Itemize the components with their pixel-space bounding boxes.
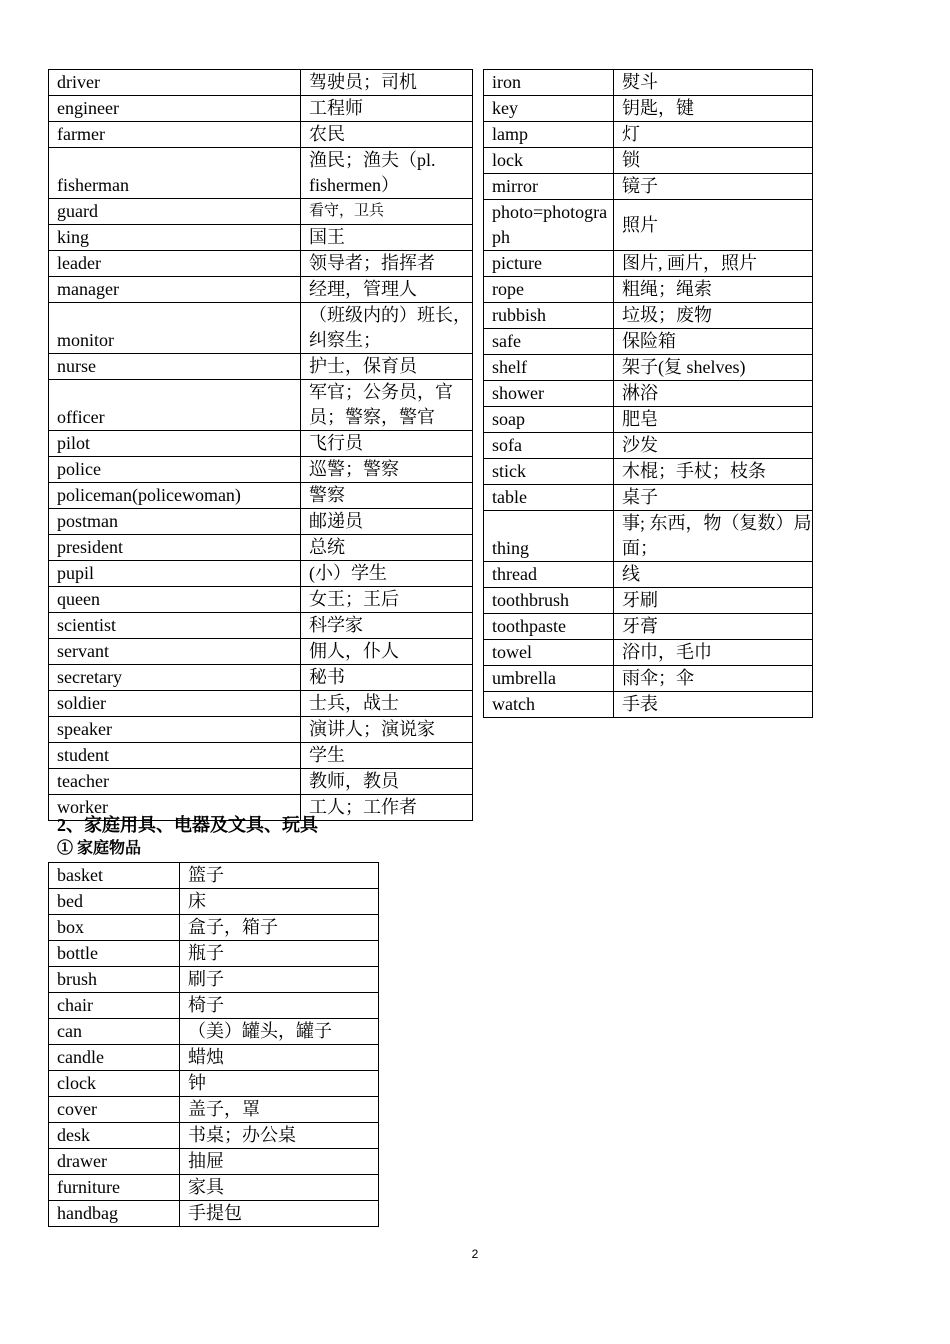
english-word: table [484, 485, 614, 511]
table-row [484, 96, 813, 122]
english-word: shelf [484, 355, 614, 381]
chinese-meaning: 巡警；警察 [301, 457, 473, 483]
english-word: cover [49, 1097, 180, 1123]
table-row [49, 743, 473, 769]
english-word: speaker [49, 717, 301, 743]
table-row [49, 1097, 379, 1123]
english-word: toothpaste [484, 614, 614, 640]
english-word: pilot [49, 431, 301, 457]
chinese-meaning: （美）罐头，罐子 [180, 1019, 379, 1045]
english-word: thing [484, 511, 614, 562]
english-word: handbag [49, 1201, 180, 1227]
table-row [484, 251, 813, 277]
chinese-meaning: 佣人，仆人 [301, 639, 473, 665]
english-word: box [49, 915, 180, 941]
english-word: postman [49, 509, 301, 535]
english-word: policeman(policewoman) [49, 483, 301, 509]
english-word: president [49, 535, 301, 561]
chinese-meaning: 钟 [180, 1071, 379, 1097]
chinese-meaning: 看守，卫兵 [301, 199, 473, 225]
english-word: police [49, 457, 301, 483]
english-word: nurse [49, 354, 301, 380]
table-row [484, 277, 813, 303]
table-row [49, 225, 473, 251]
chinese-meaning: 瓶子 [180, 941, 379, 967]
table-row [49, 1201, 379, 1227]
english-word: guard [49, 199, 301, 225]
english-word: watch [484, 692, 614, 718]
chinese-meaning: 女王；王后 [301, 587, 473, 613]
table-row [49, 665, 473, 691]
chinese-meaning: 飞行员 [301, 431, 473, 457]
chinese-meaning: 科学家 [301, 613, 473, 639]
vocab-table-home [48, 862, 379, 1227]
english-word: rubbish [484, 303, 614, 329]
english-word: toothbrush [484, 588, 614, 614]
chinese-meaning: (小）学生 [301, 561, 473, 587]
chinese-meaning: 事; 东西，物（复数）局面； [614, 511, 813, 562]
table-row [484, 614, 813, 640]
chinese-meaning: 士兵，战士 [301, 691, 473, 717]
english-word: candle [49, 1045, 180, 1071]
chinese-meaning: 图片, 画片，照片 [614, 251, 813, 277]
english-word: soap [484, 407, 614, 433]
english-word: stick [484, 459, 614, 485]
chinese-meaning: 肥皂 [614, 407, 813, 433]
table-row [49, 303, 473, 354]
table-row [49, 251, 473, 277]
subsection-title: ① 家庭物品 [57, 840, 142, 857]
chinese-meaning: 粗绳；绳索 [614, 277, 813, 303]
table-row [49, 639, 473, 665]
table-row [49, 509, 473, 535]
chinese-meaning: 木棍；手杖；枝条 [614, 459, 813, 485]
english-word: farmer [49, 122, 301, 148]
chinese-meaning: 钥匙，键 [614, 96, 813, 122]
english-word: fisherman [49, 148, 301, 199]
table-row [484, 485, 813, 511]
chinese-meaning: 保险箱 [614, 329, 813, 355]
english-word: bottle [49, 941, 180, 967]
chinese-meaning: （班级内的）班长，纠察生； [301, 303, 473, 354]
chinese-meaning: 手提包 [180, 1201, 379, 1227]
table-row [49, 457, 473, 483]
chinese-meaning: 家具 [180, 1175, 379, 1201]
table-row [49, 561, 473, 587]
english-word: leader [49, 251, 301, 277]
table-row [484, 459, 813, 485]
table-row [484, 433, 813, 459]
table-row [49, 613, 473, 639]
english-word: secretary [49, 665, 301, 691]
english-word: iron [484, 70, 614, 96]
chinese-meaning: 刷子 [180, 967, 379, 993]
chinese-meaning: 演讲人；演说家 [301, 717, 473, 743]
english-word: clock [49, 1071, 180, 1097]
english-word: driver [49, 70, 301, 96]
english-word: engineer [49, 96, 301, 122]
chinese-meaning: 沙发 [614, 433, 813, 459]
table-row [49, 122, 473, 148]
table-row [49, 483, 473, 509]
table-row [49, 431, 473, 457]
english-word: umbrella [484, 666, 614, 692]
table-row [49, 277, 473, 303]
chinese-meaning: 教师，教员 [301, 769, 473, 795]
chinese-meaning: 线 [614, 562, 813, 588]
chinese-meaning: 手表 [614, 692, 813, 718]
vocab-table-jobs [48, 69, 473, 821]
chinese-meaning: 军官；公务员，官员；警察，警官 [301, 380, 473, 431]
chinese-meaning: 床 [180, 889, 379, 915]
english-word: drawer [49, 1149, 180, 1175]
table-row [49, 1123, 379, 1149]
table-row [484, 562, 813, 588]
english-word: desk [49, 1123, 180, 1149]
table-row [484, 511, 813, 562]
chinese-meaning: 镜子 [614, 174, 813, 200]
chinese-meaning: 椅子 [180, 993, 379, 1019]
chinese-meaning: 渔民；渔夫（pl. fishermen） [301, 148, 473, 199]
english-word: soldier [49, 691, 301, 717]
chinese-meaning: 照片 [614, 200, 813, 251]
english-word: safe [484, 329, 614, 355]
english-word: officer [49, 380, 301, 431]
table-row [49, 1019, 379, 1045]
chinese-meaning: 总统 [301, 535, 473, 561]
table-row [484, 381, 813, 407]
chinese-meaning: 工人；工作者 [301, 795, 473, 821]
chinese-meaning: 农民 [301, 122, 473, 148]
table-row [484, 355, 813, 381]
table-row [484, 148, 813, 174]
table-row [484, 407, 813, 433]
table-row [49, 70, 473, 96]
table-row [49, 535, 473, 561]
table-row [484, 122, 813, 148]
table-row [484, 640, 813, 666]
english-word: key [484, 96, 614, 122]
chinese-meaning: 驾驶员；司机 [301, 70, 473, 96]
table-row [484, 70, 813, 96]
english-word: brush [49, 967, 180, 993]
chinese-meaning: 学生 [301, 743, 473, 769]
english-word: worker [49, 795, 301, 821]
english-word: lamp [484, 122, 614, 148]
chinese-meaning: 灯 [614, 122, 813, 148]
english-word: photo=photograph [484, 200, 614, 251]
chinese-meaning: 警察 [301, 483, 473, 509]
chinese-meaning: 蜡烛 [180, 1045, 379, 1071]
chinese-meaning: 经理，管理人 [301, 277, 473, 303]
table-row [49, 993, 379, 1019]
table-row [484, 329, 813, 355]
table-row [49, 769, 473, 795]
chinese-meaning: 熨斗 [614, 70, 813, 96]
table-row [49, 354, 473, 380]
english-word: furniture [49, 1175, 180, 1201]
chinese-meaning: 盒子，箱子 [180, 915, 379, 941]
table-row [49, 863, 379, 889]
page-number: 2 [471, 1247, 479, 1261]
english-word: picture [484, 251, 614, 277]
english-word: teacher [49, 769, 301, 795]
chinese-meaning: 架子(复 shelves) [614, 355, 813, 381]
english-word: pupil [49, 561, 301, 587]
english-word: lock [484, 148, 614, 174]
english-word: towel [484, 640, 614, 666]
chinese-meaning: 桌子 [614, 485, 813, 511]
english-word: rope [484, 277, 614, 303]
chinese-meaning: 垃圾；废物 [614, 303, 813, 329]
table-row [49, 587, 473, 613]
table-row [49, 199, 473, 225]
table-row [49, 148, 473, 199]
table-row [49, 717, 473, 743]
chinese-meaning: 抽屉 [180, 1149, 379, 1175]
table-row [484, 692, 813, 718]
table-row [49, 1071, 379, 1097]
chinese-meaning: 淋浴 [614, 381, 813, 407]
english-word: thread [484, 562, 614, 588]
vocab-table-items [483, 69, 813, 718]
english-word: manager [49, 277, 301, 303]
chinese-meaning: 工程师 [301, 96, 473, 122]
chinese-meaning: 雨伞；伞 [614, 666, 813, 692]
english-word: chair [49, 993, 180, 1019]
chinese-meaning: 浴巾，毛巾 [614, 640, 813, 666]
chinese-meaning: 国王 [301, 225, 473, 251]
chinese-meaning: 领导者；指挥者 [301, 251, 473, 277]
english-word: queen [49, 587, 301, 613]
chinese-meaning: 牙刷 [614, 588, 813, 614]
english-word: can [49, 1019, 180, 1045]
english-word: servant [49, 639, 301, 665]
table-row [484, 174, 813, 200]
table-row [49, 691, 473, 717]
chinese-meaning: 盖子，罩 [180, 1097, 379, 1123]
chinese-meaning: 牙膏 [614, 614, 813, 640]
table-row [49, 889, 379, 915]
table-row [49, 941, 379, 967]
chinese-meaning: 锁 [614, 148, 813, 174]
table-row [49, 1175, 379, 1201]
table-row [49, 380, 473, 431]
chinese-meaning: 护士，保育员 [301, 354, 473, 380]
english-word: king [49, 225, 301, 251]
table-row [49, 1149, 379, 1175]
table-row [49, 967, 379, 993]
table-row [484, 303, 813, 329]
chinese-meaning: 书桌；办公桌 [180, 1123, 379, 1149]
table-row [49, 96, 473, 122]
chinese-meaning: 秘书 [301, 665, 473, 691]
section-title: 2、家庭用具、电器及文具、玩具 [57, 815, 318, 835]
english-word: bed [49, 889, 180, 915]
english-word: shower [484, 381, 614, 407]
table-row [484, 666, 813, 692]
english-word: basket [49, 863, 180, 889]
chinese-meaning: 篮子 [180, 863, 379, 889]
english-word: monitor [49, 303, 301, 354]
english-word: scientist [49, 613, 301, 639]
chinese-meaning: 邮递员 [301, 509, 473, 535]
english-word: student [49, 743, 301, 769]
table-row [49, 1045, 379, 1071]
english-word: mirror [484, 174, 614, 200]
table-row [484, 200, 813, 251]
table-row [484, 588, 813, 614]
english-word: sofa [484, 433, 614, 459]
table-row [49, 915, 379, 941]
